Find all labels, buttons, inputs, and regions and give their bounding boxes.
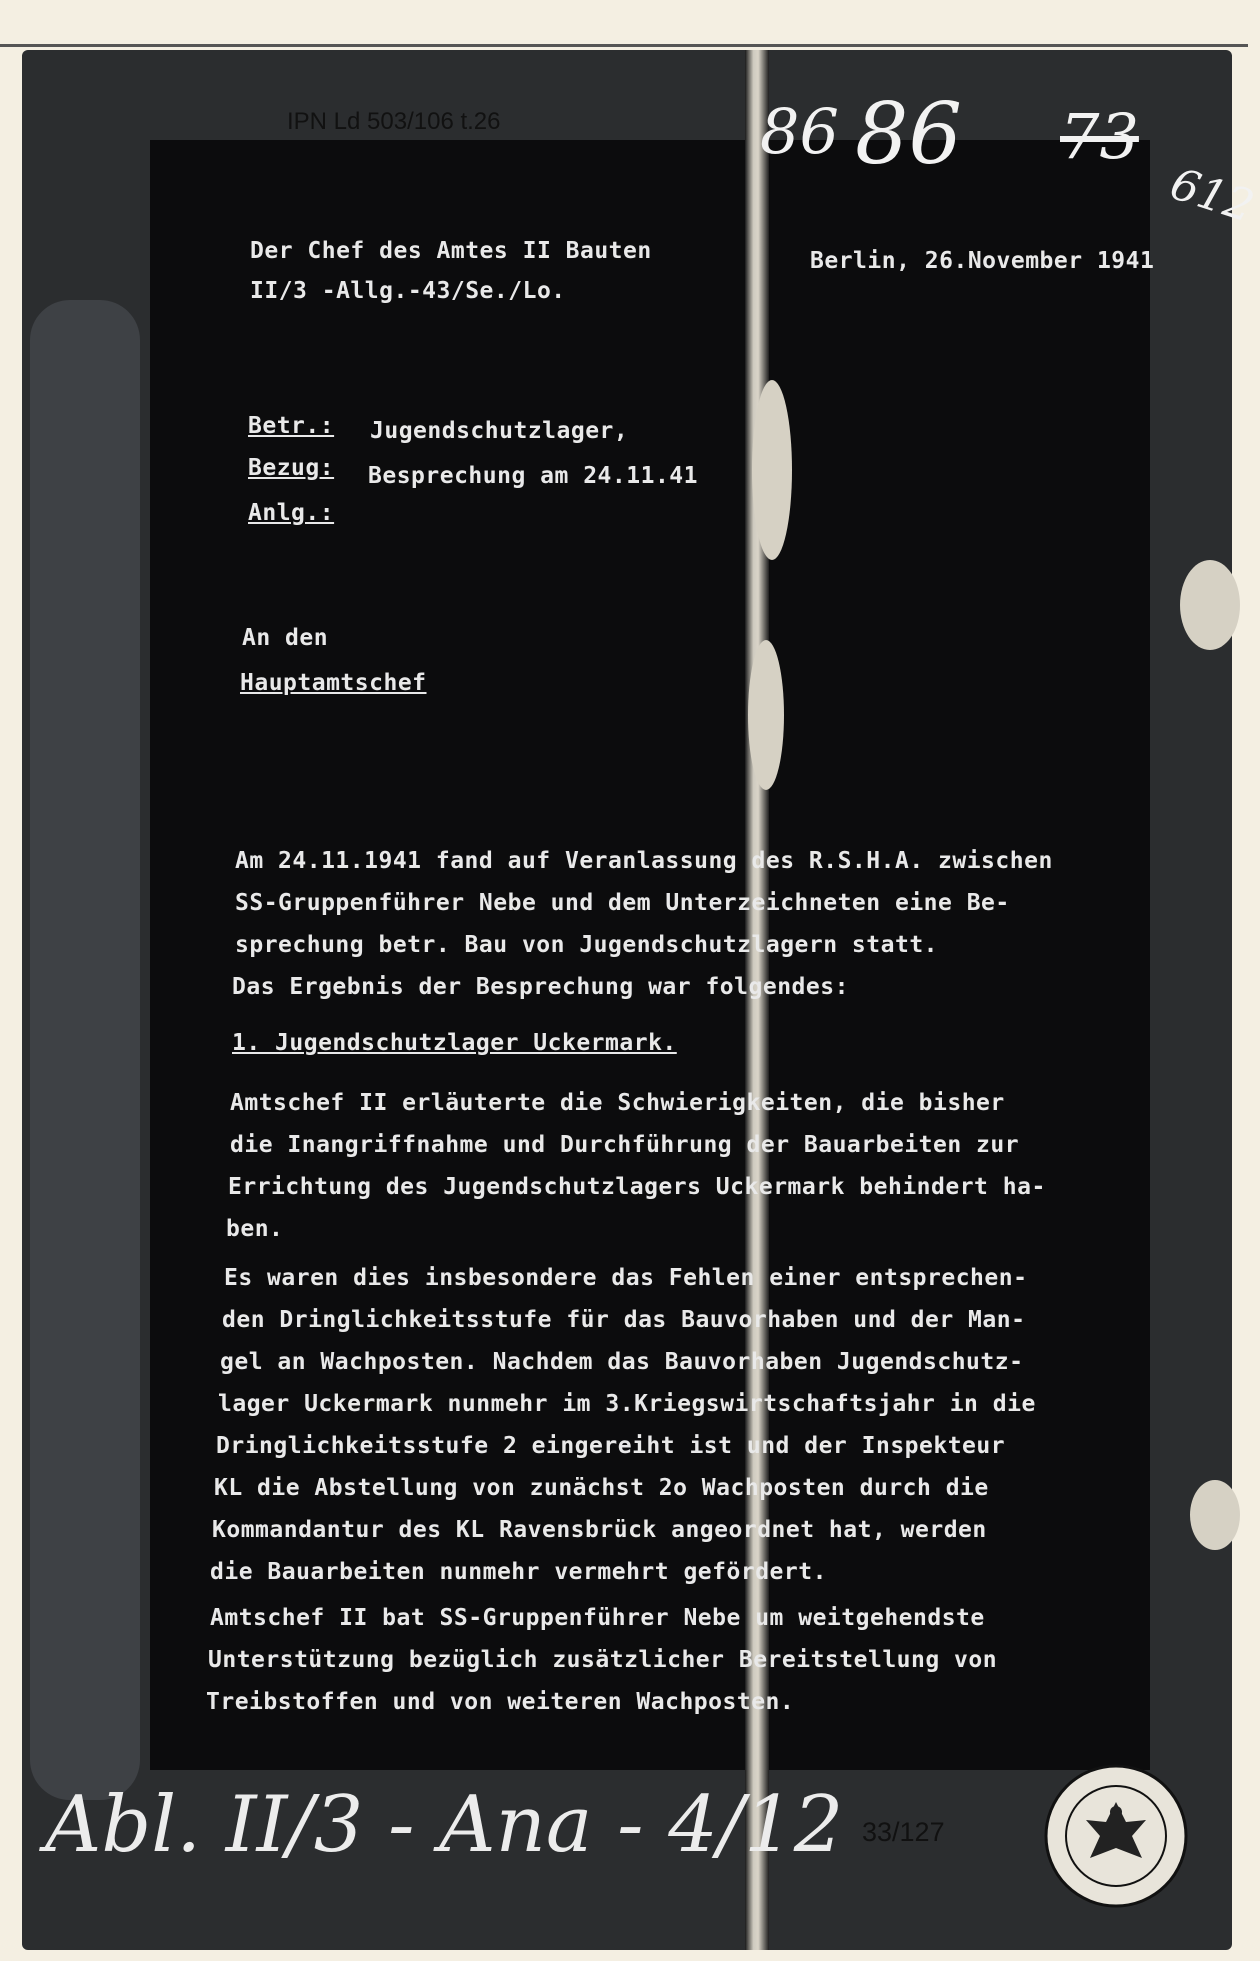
archive-reference: IPN Ld 503/106 t.26 <box>287 108 501 135</box>
handwritten-page-number: 86 <box>760 95 839 168</box>
edge-damage <box>1180 560 1240 650</box>
body-line: SS-Gruppenführer Nebe und dem Unterzeichneten eine Be- <box>235 890 1010 916</box>
bezug-label: Bezug: <box>248 455 335 481</box>
body-line: Es waren dies insbesondere das Fehlen einer entsprechen- <box>224 1265 1028 1291</box>
body-line: Am 24.11.1941 fand auf Veranlassung des R.S.H.A. zwischen <box>235 848 1053 874</box>
body-line: lager Uckermark nunmehr im 3.Kriegswirtschaftsjahr in die <box>218 1391 1036 1417</box>
tear-blob <box>748 640 784 790</box>
body-line: Dringlichkeitsstufe 2 eingereiht ist und der Inspekteur <box>216 1433 1006 1459</box>
top-rule <box>0 44 1248 47</box>
body-line: die Inangriffnahme und Durchführung der Bauarbeiten zur <box>230 1132 1020 1158</box>
sender-line2: II/3 -Allg.-43/Se./Lo. <box>250 278 566 304</box>
recipient-line1: An den <box>242 625 329 651</box>
section-heading: 1. Jugendschutzlager Uckermark. <box>232 1030 677 1056</box>
tear-blob <box>752 380 792 560</box>
anlg-label: Anlg.: <box>248 500 335 526</box>
body-line: Amtschef II erläuterte die Schwierigkeiten, die bisher <box>230 1090 1005 1116</box>
body-line: sprechung betr. Bau von Jugendschutzlagern statt. <box>235 932 939 958</box>
body-line: ben. <box>226 1216 284 1242</box>
body-line: gel an Wachposten. Nachdem das Bauvorhaben Jugendschutz- <box>220 1349 1024 1375</box>
page-counter: 33/127 <box>862 1817 945 1847</box>
handwritten-page-number: 73 <box>1060 100 1139 173</box>
place-date: Berlin, 26.November 1941 <box>810 248 1155 274</box>
handwritten-page-number: 612 <box>1164 158 1260 233</box>
betr-label: Betr.: <box>248 413 335 439</box>
betr-value: Jugendschutzlager, <box>370 418 629 444</box>
left-stain <box>30 300 140 1800</box>
edge-damage <box>1190 1480 1240 1550</box>
body-line: KL die Abstellung von zunächst 2o Wachposten durch die <box>214 1475 989 1501</box>
body-line: den Dringlichkeitsstufe für das Bauvorhaben und der Man- <box>222 1307 1026 1333</box>
ipn-seal-icon <box>1042 1762 1190 1910</box>
sender-line1: Der Chef des Amtes II Bauten <box>250 238 652 264</box>
body-line: Amtschef II bat SS-Gruppenführer Nebe um weitgehendste <box>210 1605 985 1631</box>
handwritten-page-number: 86 <box>855 85 962 183</box>
bottom-handwriting: Abl. II/3 - Ana - 4/12 <box>45 1780 844 1870</box>
bezug-value: Besprechung am 24.11.41 <box>368 463 698 489</box>
body-line: Das Ergebnis der Besprechung war folgendes: <box>232 974 849 1000</box>
recipient-line2: Hauptamtschef <box>240 670 427 696</box>
body-line: Treibstoffen und von weiteren Wachposten. <box>206 1689 795 1715</box>
body-line: die Bauarbeiten nunmehr vermehrt gefördert. <box>210 1559 827 1585</box>
body-line: Errichtung des Jugendschutzlagers Uckermark behindert ha- <box>228 1174 1046 1200</box>
body-line: Unterstützung bezüglich zusätzlicher Bereitstellung von <box>208 1647 998 1673</box>
body-line: Kommandantur des KL Ravensbrück angeordnet hat, werden <box>212 1517 987 1543</box>
